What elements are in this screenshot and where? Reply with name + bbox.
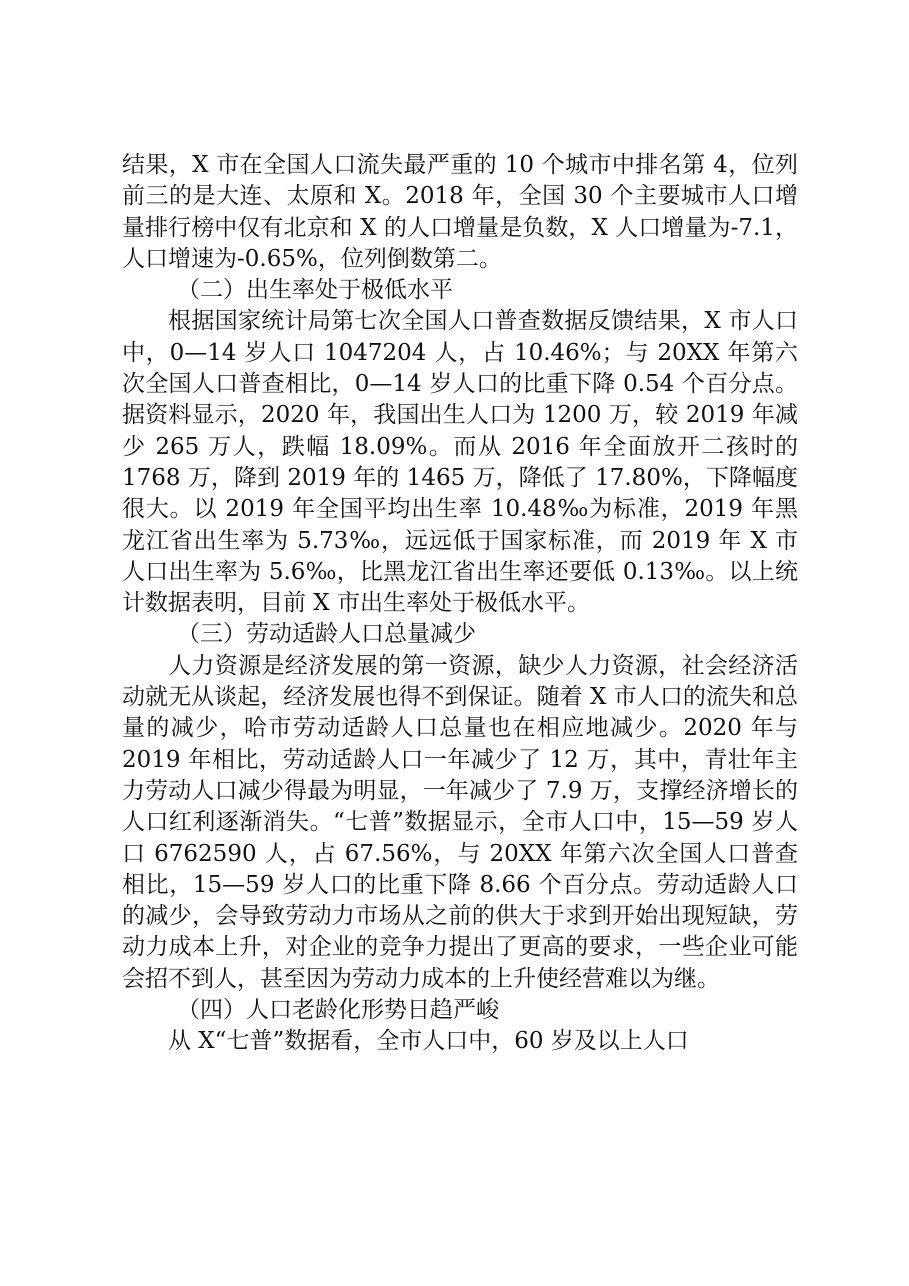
section-heading-birth-rate: （二）出生率处于极低水平 — [177, 277, 453, 304]
body-paragraph-labor-force: 人力资源是经济发展的第一资源，缺少人力资源，社会经济活动就无从谈起，经济发展也得不到保证。随着 X 市人口的流失和总量的减少，哈市劳动适龄人口总量也在相应地减少。2020 年与 2019 年相比，劳动适龄人口一年减少了 12 万，其中，青壮年主力劳动人口减少得最为明显，一年减少了 7.9 万，支撑经济增长的人口红利逐渐消失。“七普”数据显示，全市人口中，15—59 岁人口 6762590 人，占 67.56%，与 20XX 年第六次全国人口普查相比，15—59 岁人口的比重下降 8.66 个百分点。劳动适龄人口的减少，会导致劳动力市场从之前的供大于求到开始出现短缺，劳动力成本上升，对企业的竞争力提出了更高的要求，一些企业可能会招不到人，甚至因为劳动力成本的上升使经营难以为继。 — [122, 652, 798, 992]
section-heading-aging: （四）人口老龄化形势日趋严峻 — [177, 997, 499, 1024]
body-paragraph-continuation: 结果，X 市在全国人口流失最严重的 10 个城市中排名第 4，位列前三的是大连、太原和 X。2018 年，全国 30 个主要城市人口增量排行榜中仅有北京和 X 的人口增量是负数，X 人口增量为-7.1，人口增速为-0.65%，位列倒数第二。 — [122, 152, 798, 272]
body-paragraph-birth-rate: 根据国家统计局第七次全国人口普查数据反馈结果，X 市人口中，0—14 岁人口 1047204 人，占 10.46%；与 20XX 年第六次全国人口普查相比，0—14 岁人口的比重下降 0.54 个百分点。据资料显示，2020 年，我国出生人口为 1200 万，较 2019 年减少 265 万人，跌幅 18.09%。而从 2016 年全面放开二孩时的 1768 万，降到 2019 年的 1465 万，降低了 17.80%，下降幅度很大。以 2019 年全国平均出生率 10.48‰为标准，2019 年黑龙江省出生率为 5.73‰，远远低于国家标准，而 2019 年 X 市人口出生率为 5.6‰，比黑龙江省出生率还要低 0.13‰。以上统计数据表明，目前 X 市出生率处于极低水平。 — [122, 308, 798, 617]
body-paragraph-aging: 从 X“七普”数据看，全市人口中，60 岁及以上人口 — [168, 1028, 689, 1055]
section-heading-labor-force: （三）劳动适龄人口总量减少 — [177, 621, 476, 648]
document-body — [122, 150, 798, 1058]
